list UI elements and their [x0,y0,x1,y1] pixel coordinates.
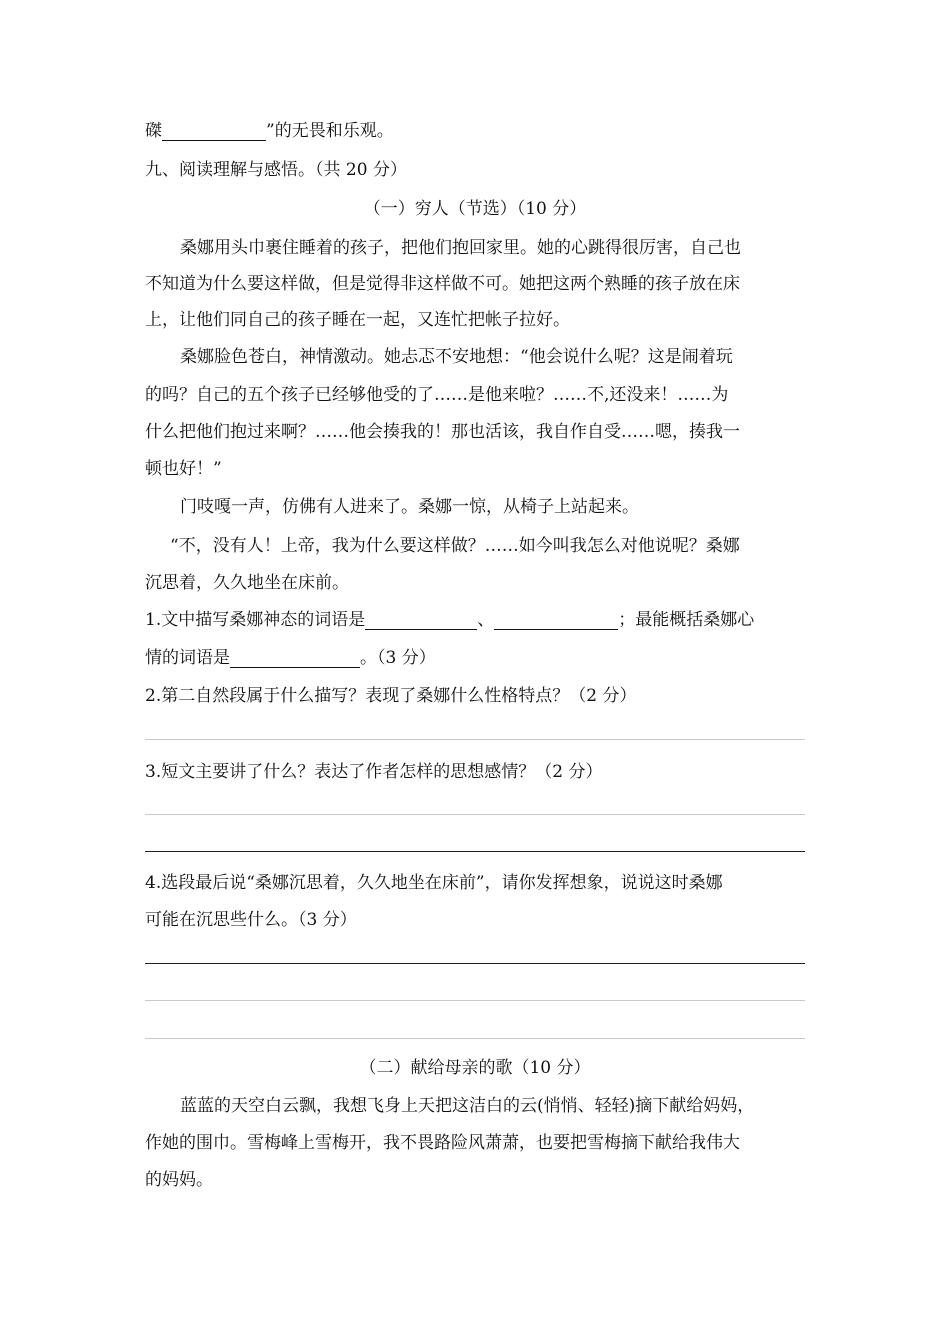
passage2-p1-line1: 蓝蓝的天空白云飘，我想飞身上天把这洁白的云(悄悄、轻轻)摘下献给妈妈， [180,1096,755,1116]
passage1-p1-line3: 上，让他们同自己的孩子睡在一起，又连忙把帐子拉好。 [145,310,570,330]
answer-line[interactable] [145,851,805,852]
answer-blank-2[interactable] [494,611,618,630]
answer-line[interactable] [145,1000,805,1001]
passage1-p3: 门吱嘎一声，仿佛有人进来了。桑娜一惊，从椅子上站起来。 [180,497,639,517]
continued-suffix: ”的无畏和乐观。 [266,121,394,141]
passage1-p1-line1: 桑娜用头巾裹住睡着的孩子，把他们抱回家里。她的心跳得很厉害，自己也 [180,238,741,258]
answer-blank-3[interactable] [230,649,360,668]
passage1-p2-line2: 的吗？自己的五个孩子已经够他受的了……是他来啦？……不,还没来！……为 [145,385,729,405]
passage1-p2-line1: 桑娜脸色苍白，神情激动。她忐忑不安地想：“他会说什么呢？这是闹着玩 [180,347,733,367]
q1-text-b: ；最能概括桑娜心 [618,610,755,630]
q1-sep: 、 [477,610,495,630]
answer-line[interactable] [145,814,805,815]
answer-line[interactable] [145,1038,805,1039]
passage1-p2-line4: 顿也好！” [145,459,222,479]
continued-prefix: 磔 [145,121,162,141]
question-4-line1: 4.选段最后说“桑娜沉思着，久久地坐在床前”，请你发挥想象，说说这时桑娜 [145,873,723,893]
passage1-title: （一）穷人（节选）（10 分） [363,199,587,219]
question-3: 3.短文主要讲了什么？表达了作者怎样的思想感情？（2 分） [145,762,603,782]
question-1-line2 [145,648,436,668]
question-1-line1 [145,610,754,630]
q1-text-a: 1.文中描写桑娜神态的词语是 [145,610,366,630]
question-4-line2: 可能在沉思些什么。（3 分） [145,910,357,930]
answer-line[interactable] [145,963,805,964]
passage2-p1-line2: 作她的围巾。雪梅峰上雪梅开，我不畏路险风萧萧，也要把雪梅摘下献给我伟大 [145,1133,740,1153]
answer-blank-1[interactable] [365,611,477,630]
q1-text-c: 情的词语是 [145,648,230,668]
passage2-title: （二）献给母亲的歌（10 分） [359,1058,591,1078]
passage1-p1-line2: 不知道为什么要这样做，但是觉得非这样做不可。她把这两个熟睡的孩子放在床 [145,274,740,294]
question-2: 2.第二自然段属于什么描写？表现了桑娜什么性格特点？（2 分） [145,686,637,706]
continued-line [145,121,394,141]
passage2-p1-line3: 的妈妈。 [145,1170,213,1190]
passage1-p2-line3: 什么把他们抱过来啊？……他会揍我的！那也活该，我自作自受……嗯，揍我一 [145,422,740,442]
passage1-p4-line1: “不，没有人！上帝，我为什么要这样做？……如今叫我怎么对他说呢？桑娜 [170,536,740,556]
answer-line[interactable] [145,739,805,740]
section-heading: 九、阅读理解与感悟。（共 20 分） [145,160,407,180]
passage1-p4-line2: 沉思着，久久地坐在床前。 [145,573,349,593]
q1-text-d: 。（3 分） [360,648,436,668]
answer-blank[interactable] [162,122,266,141]
